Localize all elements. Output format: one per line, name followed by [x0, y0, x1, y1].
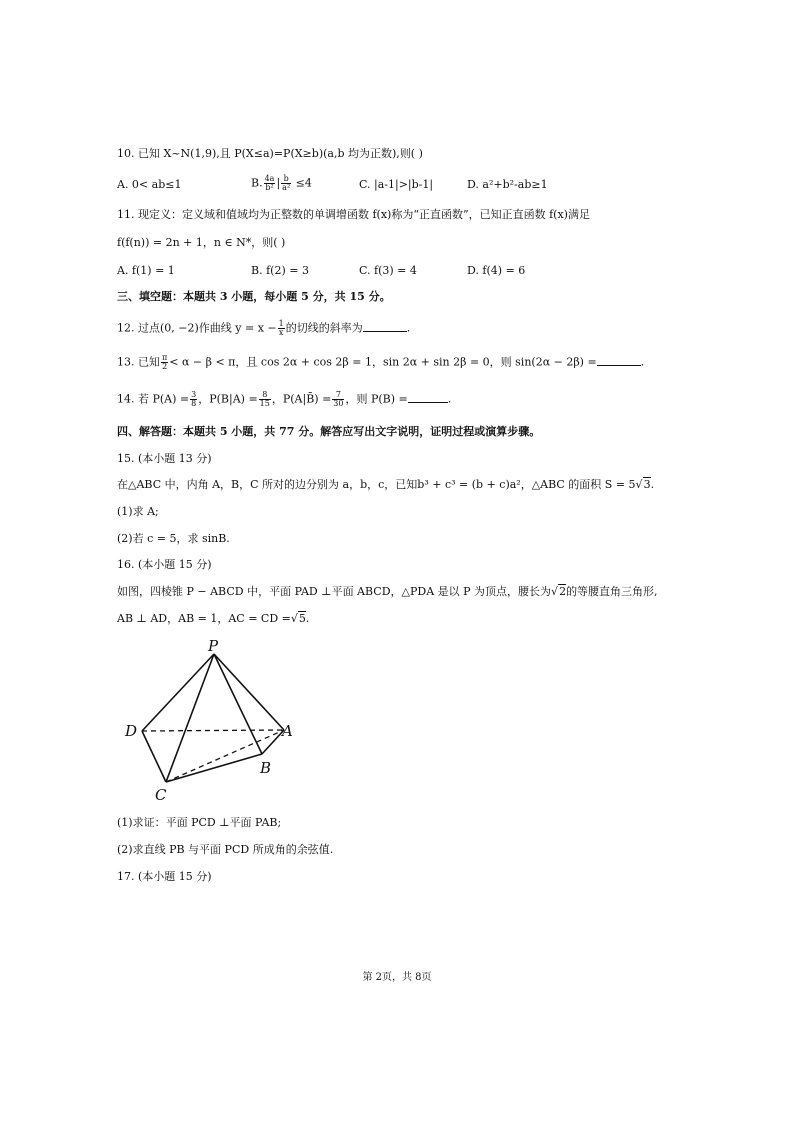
label-A: A: [282, 722, 293, 740]
frac-denominator: 8: [191, 399, 197, 408]
sqrt-sign: √: [635, 478, 643, 491]
q11-stem-line2: f(f(n)) = 2n + 1，n ∈ N*，则( ): [117, 236, 286, 249]
label-C: C: [155, 786, 167, 804]
q17-header: 17. (本小题 15 分): [117, 870, 212, 883]
q15-body-text: 在△ABC 中，内角 A，B，C 所对的边分别为 a，b，c，已知b³ + c³ = (b + c)a²，△ABC 的面积 S = 5: [117, 478, 636, 491]
section-4-heading: 四、解答题：本题共 5 小题，共 77 分。解答应写出文字说明，证明过程或演算步骤。: [117, 425, 541, 438]
q13-post: < α − β < π，且 cos 2α + cos 2β = 1，sin 2α + sin 2β = 0，则 sin(2α − 2β) =: [169, 355, 597, 369]
q16-line2-pre: AB ⊥ AD，AB = 1，AC = CD =: [117, 612, 291, 625]
frac-denominator: a²: [282, 183, 291, 192]
q11-option-c: C. f(3) = 4: [359, 264, 417, 277]
q14-p2: ，P(B|A) =: [198, 392, 258, 406]
edge-CB: [166, 754, 262, 782]
frac-numerator: 8: [259, 391, 271, 400]
frac-numerator: 3: [191, 390, 197, 399]
q11-option-a: A. f(1) = 1: [117, 264, 175, 277]
q14-line: [117, 391, 451, 408]
q11-stem-line1: 11. 现定义：定义域和值域均为正整数的单调增函数 f(x)称为“正直函数”，已知正直函数 f(x)满足: [117, 208, 590, 221]
q14-p3: ，P(A|B̄) =: [271, 392, 332, 406]
q12-post: 的切线的斜率为: [285, 321, 363, 335]
q15-part1: (1)求 A;: [117, 505, 159, 518]
q13-frac: [161, 354, 168, 371]
frac-numerator: 1: [278, 319, 284, 328]
q10-option-b: [251, 175, 312, 192]
q14-end: .: [447, 392, 452, 406]
q11-option-b: B. f(2) = 3: [251, 264, 309, 277]
q14-answer-blank[interactable]: [408, 392, 448, 403]
sqrt-sign: √: [290, 612, 298, 625]
q12-line: [117, 320, 410, 337]
label-P: P: [208, 637, 219, 655]
frac-denominator: 30: [333, 399, 344, 408]
edge-DA-hidden: [142, 730, 284, 731]
edge-PD: [142, 654, 214, 731]
sqrt-sign: √: [551, 585, 559, 598]
q15-part2: (2)若 c = 5，求 sinB.: [117, 532, 230, 545]
label-D: D: [125, 722, 138, 740]
q16-line1-post: 的等腰直角三角形,: [566, 585, 658, 598]
q14-frac2: [259, 391, 271, 408]
frac-numerator: 4a: [264, 174, 275, 183]
edge-PC: [166, 654, 214, 782]
frac-denominator: b²: [265, 183, 274, 192]
page-footer: 第 2页，共 8页: [362, 972, 432, 983]
frac-denominator: 15: [259, 399, 270, 408]
q16-part1: (1)求证：平面 PCD ⊥平面 PAB;: [117, 816, 282, 829]
q14-p1: 14. 若 P(A) =: [117, 392, 190, 406]
q16-line2: [117, 612, 309, 626]
q10-option-d: D. a²+b²-ab≥1: [467, 178, 548, 191]
q16-line1-radicand: 2: [559, 585, 567, 598]
q14-p4: ，则 P(B) =: [345, 392, 408, 406]
frac-numerator: 7: [332, 391, 344, 400]
pyramid-figure: [118, 636, 308, 806]
q12-answer-blank[interactable]: [363, 321, 407, 332]
edge-BA: [262, 730, 284, 754]
q10-stem: 10. 已知 X~N(1,9),且 P(X≤a)=P(X≥b)(a,b 均为正数),则( ): [117, 147, 423, 160]
q15-header: 15. (本小题 13 分): [117, 452, 212, 465]
q15-body-end: .: [650, 478, 655, 491]
q14-frac3: [332, 391, 344, 408]
q16-line2-end: .: [305, 612, 310, 625]
q14-frac1: [190, 391, 197, 408]
q16-header: 16. (本小题 15 分): [117, 558, 212, 571]
q15-body: [117, 478, 654, 492]
q16-part2: (2)求直线 PB 与平面 PCD 所成角的余弦值.: [117, 843, 334, 856]
q13-end: .: [640, 355, 645, 369]
q12-pre: 12. 过点(0, −2)作曲线 y = x −: [117, 321, 277, 335]
q10-option-b-frac2: [281, 175, 291, 192]
q13-answer-blank[interactable]: [597, 355, 641, 366]
q13-line: [117, 354, 644, 371]
section-3-heading: 三、填空题：本题共 3 小题，每小题 5 分，共 15 分。: [117, 290, 391, 303]
q16-line1-pre: 如图，四棱锥 P − ABCD 中，平面 PAD ⊥平面 ABCD，△PDA 是以 P 为顶点，腰长为: [117, 585, 552, 598]
frac-denominator: x: [278, 328, 284, 337]
edge-PB: [214, 654, 262, 754]
q12-end: .: [406, 321, 411, 335]
q12-frac: [278, 320, 285, 337]
q11-option-d: D. f(4) = 6: [467, 264, 526, 277]
q16-line1: [117, 585, 658, 599]
frac-numerator: b: [281, 175, 291, 184]
label-B: B: [260, 759, 272, 777]
edge-DC: [142, 731, 166, 782]
q10-option-a: A. 0< ab≤1: [117, 178, 182, 191]
q10-option-c: C. |a-1|>|b-1|: [359, 178, 434, 191]
q10-option-b-prefix: B.: [251, 176, 263, 190]
edge-PA: [214, 654, 284, 730]
q10-option-b-suffix: ≤4: [292, 176, 312, 190]
frac-numerator: π: [162, 353, 168, 362]
q10-option-b-sep: |: [276, 176, 281, 190]
q16-line2-radicand: 5: [298, 612, 306, 625]
q10-option-b-frac1: [264, 175, 276, 192]
q15-radicand: 3: [643, 478, 651, 491]
frac-denominator: 2: [162, 362, 168, 371]
q13-pre: 13. 已知: [117, 355, 160, 369]
